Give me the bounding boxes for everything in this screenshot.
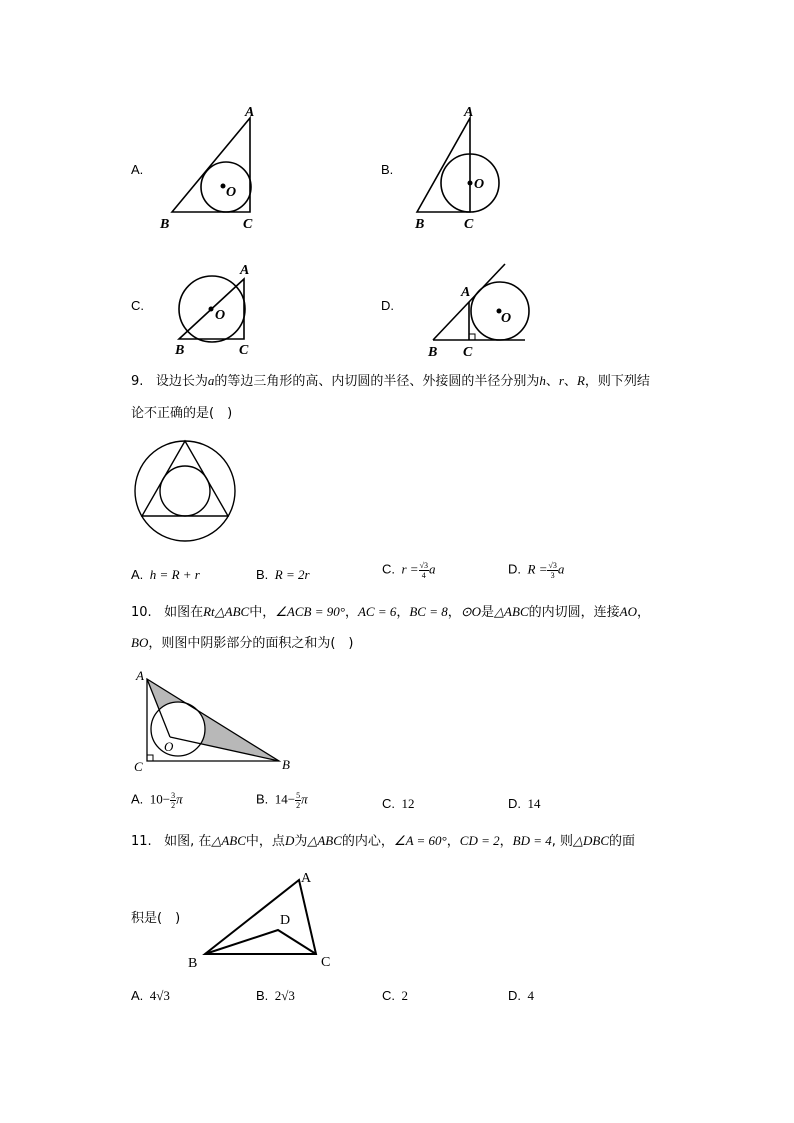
q9-stem-line2: 论不正确的是( ) (131, 406, 233, 421)
label-o: O (501, 311, 512, 326)
q9-option-a[interactable]: A. h = R + r (131, 567, 200, 582)
q8-option-c-figure (165, 255, 270, 360)
label-d: D (280, 913, 291, 928)
q9-option-c[interactable]: C. r = $\frac{√3}{4}$ a (382, 561, 436, 580)
q9-figure (132, 438, 238, 544)
q10-option-c[interactable]: C. 12 (382, 796, 415, 811)
q11-stem-line2: 积是( ) (131, 911, 181, 926)
label-o: O (215, 308, 226, 323)
label-a: A (461, 285, 471, 300)
label-c: C (464, 217, 474, 232)
q11-figure (183, 866, 338, 976)
q11-option-b[interactable]: B. 2√3 (256, 988, 295, 1003)
q11-option-c[interactable]: C. 2 (382, 988, 408, 1003)
q8-option-d-label[interactable]: D. (381, 298, 394, 313)
fraction: $\frac{√3}{4}$ (419, 561, 428, 580)
label-a: A (464, 105, 474, 120)
q10-stem-line1: 10. 如图在Rt△ABC中，∠ACB = 90°，AC = 6，BC = 8，⊙O是△ABC的内切圆，连接AO， (131, 604, 650, 620)
label-b: B (428, 345, 438, 360)
label-c: C (463, 345, 473, 360)
q10-figure (130, 665, 300, 775)
label-b: B (282, 757, 290, 772)
q9-option-d[interactable]: D. R = $\frac{√3}{3}$ a (508, 561, 565, 580)
label-a: A (240, 263, 250, 278)
q10-option-a[interactable]: A. 10− $\frac{3}{2}$ π (131, 791, 183, 810)
label-b: B (175, 343, 185, 358)
question-number: 9. (131, 374, 144, 389)
q8-option-a-figure (150, 100, 270, 235)
label-a: A (136, 668, 144, 683)
fraction: $\frac{5}{2}$ (296, 791, 301, 810)
q8-option-d-figure (425, 260, 535, 360)
label-o: O (474, 177, 485, 192)
fraction: $\frac{3}{2}$ (171, 791, 176, 810)
q8-option-b-label[interactable]: B. (381, 162, 394, 177)
label-o: O (226, 185, 237, 200)
q11-option-a[interactable]: A. 4√3 (131, 988, 170, 1003)
label-c: C (243, 217, 253, 232)
q11-option-d[interactable]: D. 4 (508, 988, 534, 1003)
label-c: C (134, 759, 143, 774)
label-b: B (160, 217, 170, 232)
label-o: O (164, 739, 174, 754)
q9-option-b[interactable]: B. R = 2r (256, 567, 310, 582)
label-a: A (245, 105, 255, 120)
label-c: C (239, 343, 249, 358)
q8-option-c-label[interactable]: C. (131, 298, 144, 313)
q8-option-b-figure (405, 100, 515, 235)
label-b: B (415, 217, 425, 232)
fraction: $\frac{√3}{3}$ (548, 561, 557, 580)
q11-stem-line1: 11. 如图, 在△ABC中，点D为△ABC的内心，∠A = 60°，CD = 2，BD = 4, 则△DBC的面 (131, 833, 636, 849)
q10-option-d[interactable]: D. 14 (508, 796, 541, 811)
question-number: 11. (131, 834, 152, 849)
label-a: A (301, 871, 312, 886)
question-number: 10. (131, 605, 152, 620)
q10-option-b[interactable]: B. 14− $\frac{5}{2}$ π (256, 791, 308, 810)
label-c: C (321, 955, 331, 970)
q9-stem-line1: 9. 设边长为a的等边三角形的高、内切圆的半径、外接圆的半径分别为h、r、R，则下列结 (131, 373, 650, 389)
label-b: B (188, 956, 198, 971)
q10-stem-line2: BO，则图中阴影部分的面积之和为( ) (131, 635, 354, 651)
q8-option-a-label[interactable]: A. (131, 162, 144, 177)
